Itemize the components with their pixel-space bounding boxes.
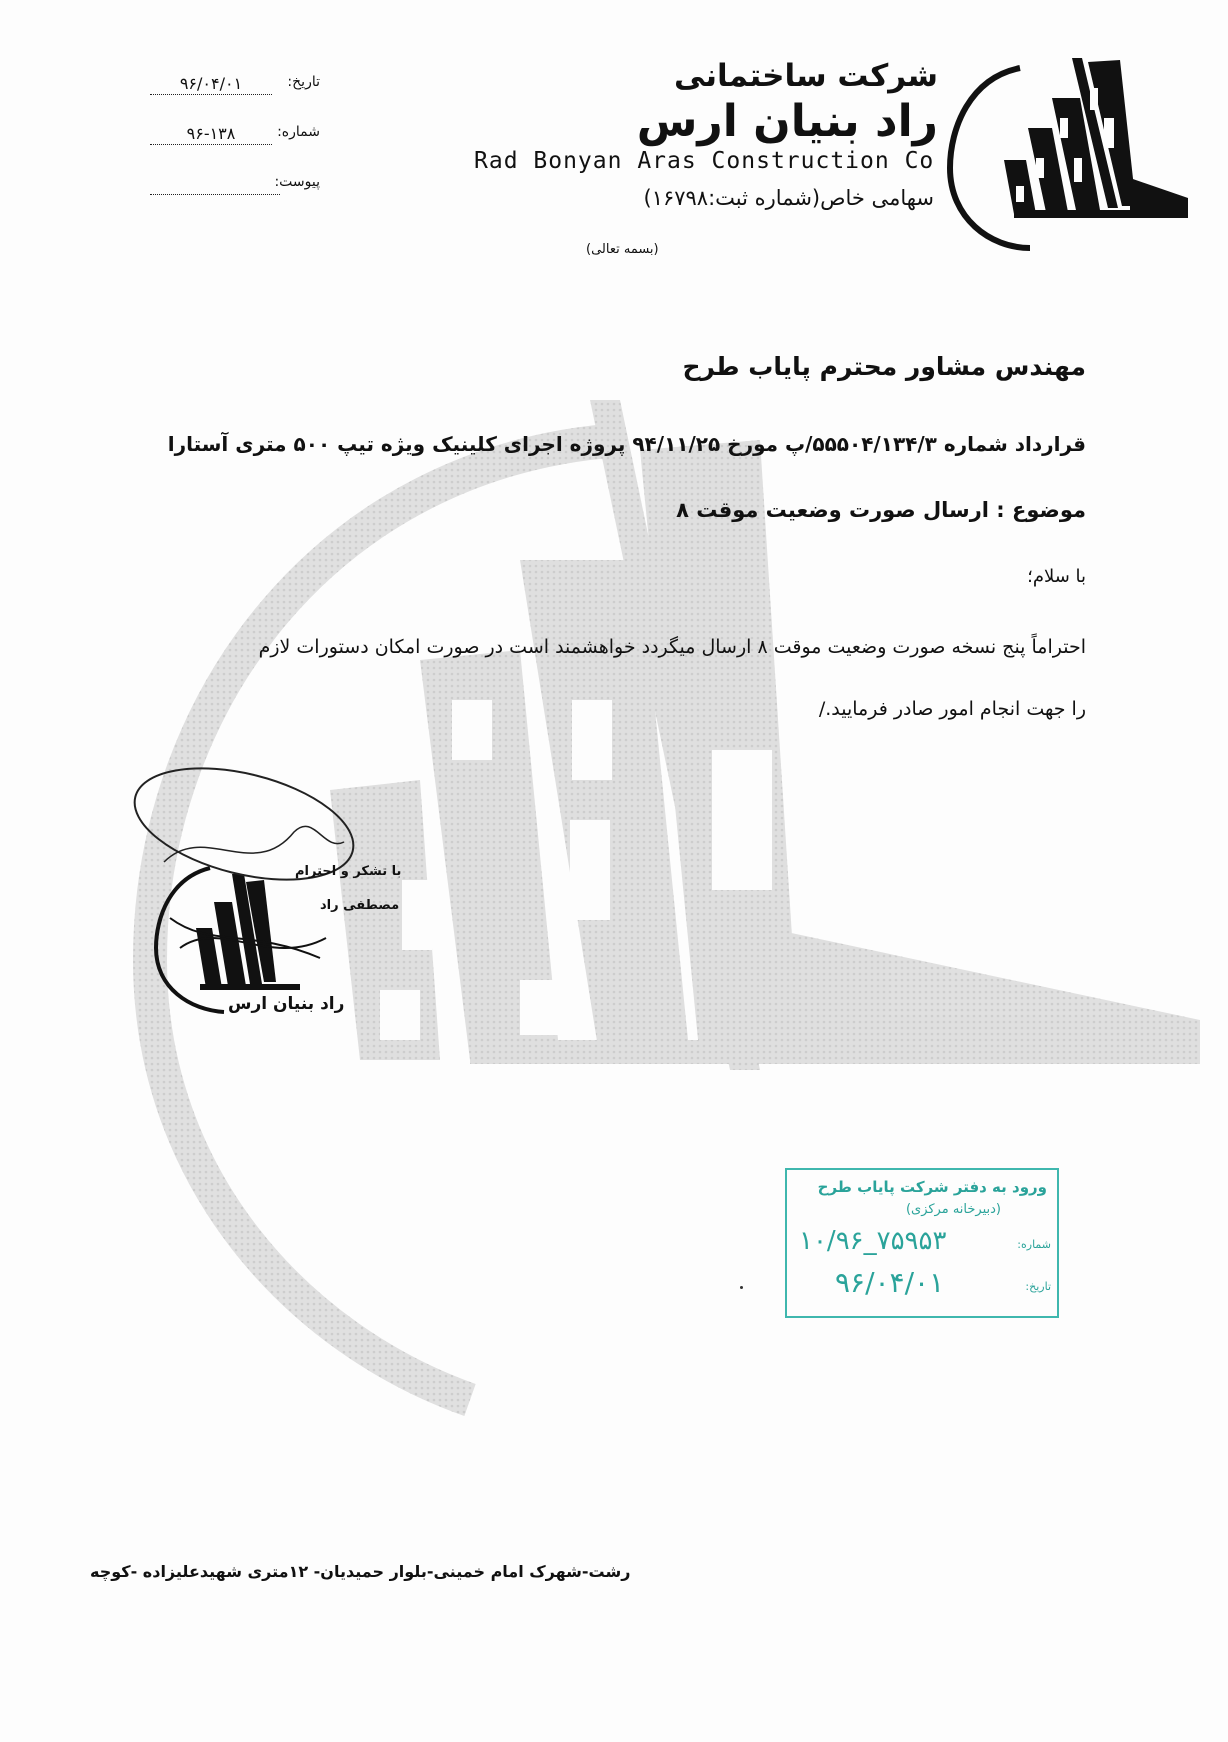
stamp-number-label: شماره: <box>1017 1238 1051 1251</box>
stamp-subtitle: (دبیرخانه مرکزی) <box>905 1202 1001 1217</box>
footer-address: رشت-شهرک امام خمینی-بلوار حمیدیان- ۱۲متری شهیدعلیزاده -کوچه <box>90 1562 631 1581</box>
contract-reference: قرارداد شماره ۵۵۵۰۴/۱۳۴/۳/پ مورخ ۹۴/۱۱/۲۵ پروژه اجرای کلینیک ویژه تیپ ۵۰۰ متری آستارا <box>167 432 1086 456</box>
number-value: ۹۶-۱۳۸ <box>150 124 272 145</box>
number-label: شماره: <box>277 124 320 140</box>
body-paragraph-line1: احتراماً پنج نسخه صورت وضعیت موقت ۸ ارسال میگردد خواهشمند است در صورت امکان دستورات لازم <box>258 636 1086 658</box>
subject: موضوع : ارسال صورت وضعیت موقت ۸ <box>676 498 1086 522</box>
receipt-stamp <box>785 1168 1059 1318</box>
attachment-label: پیوست: <box>274 174 320 190</box>
recipient: مهندس مشاور محترم پایاب طرح <box>682 352 1086 381</box>
greeting: با سلام؛ <box>1027 566 1086 587</box>
company-name-english: Rad Bonyan Aras Construction Co <box>474 148 935 174</box>
attachment-value <box>150 174 280 195</box>
stamp-date-label: تاریخ: <box>1025 1280 1051 1293</box>
date-label: تاریخ: <box>287 74 320 90</box>
company-registration: سهامی خاص(شماره ثبت:۱۶۷۹۸) <box>643 186 934 210</box>
signature-closing: با تشکر و احترام <box>295 864 402 879</box>
bismillah: (بسمه تعالی) <box>586 242 659 257</box>
company-name-line1: شرکت ساختمانی <box>674 58 938 94</box>
stamp-title: ورود به دفتر شرکت پایاب طرح <box>817 1178 1047 1196</box>
company-name-line2: راد بنیان ارس <box>636 96 938 147</box>
letter-number-field <box>150 124 320 150</box>
signature-company-name: راد بنیان ارس <box>228 994 345 1014</box>
date-value: ۹۶/۰۴/۰۱ <box>150 74 272 95</box>
letter-attachment-field <box>150 174 320 200</box>
company-logo-icon <box>940 48 1190 258</box>
stray-mark <box>740 1286 743 1289</box>
body-paragraph-line2: را جهت انجام امور صادر فرمایید./ <box>818 698 1086 720</box>
letter-date-field <box>150 74 320 100</box>
stamp-number-value: ۷۵۹۵۳_۱۰/۹۶ <box>799 1226 947 1256</box>
stamp-date-value: ۹۶/۰۴/۰۱ <box>835 1266 945 1299</box>
signatory-name: مصطفی راد <box>320 898 400 913</box>
